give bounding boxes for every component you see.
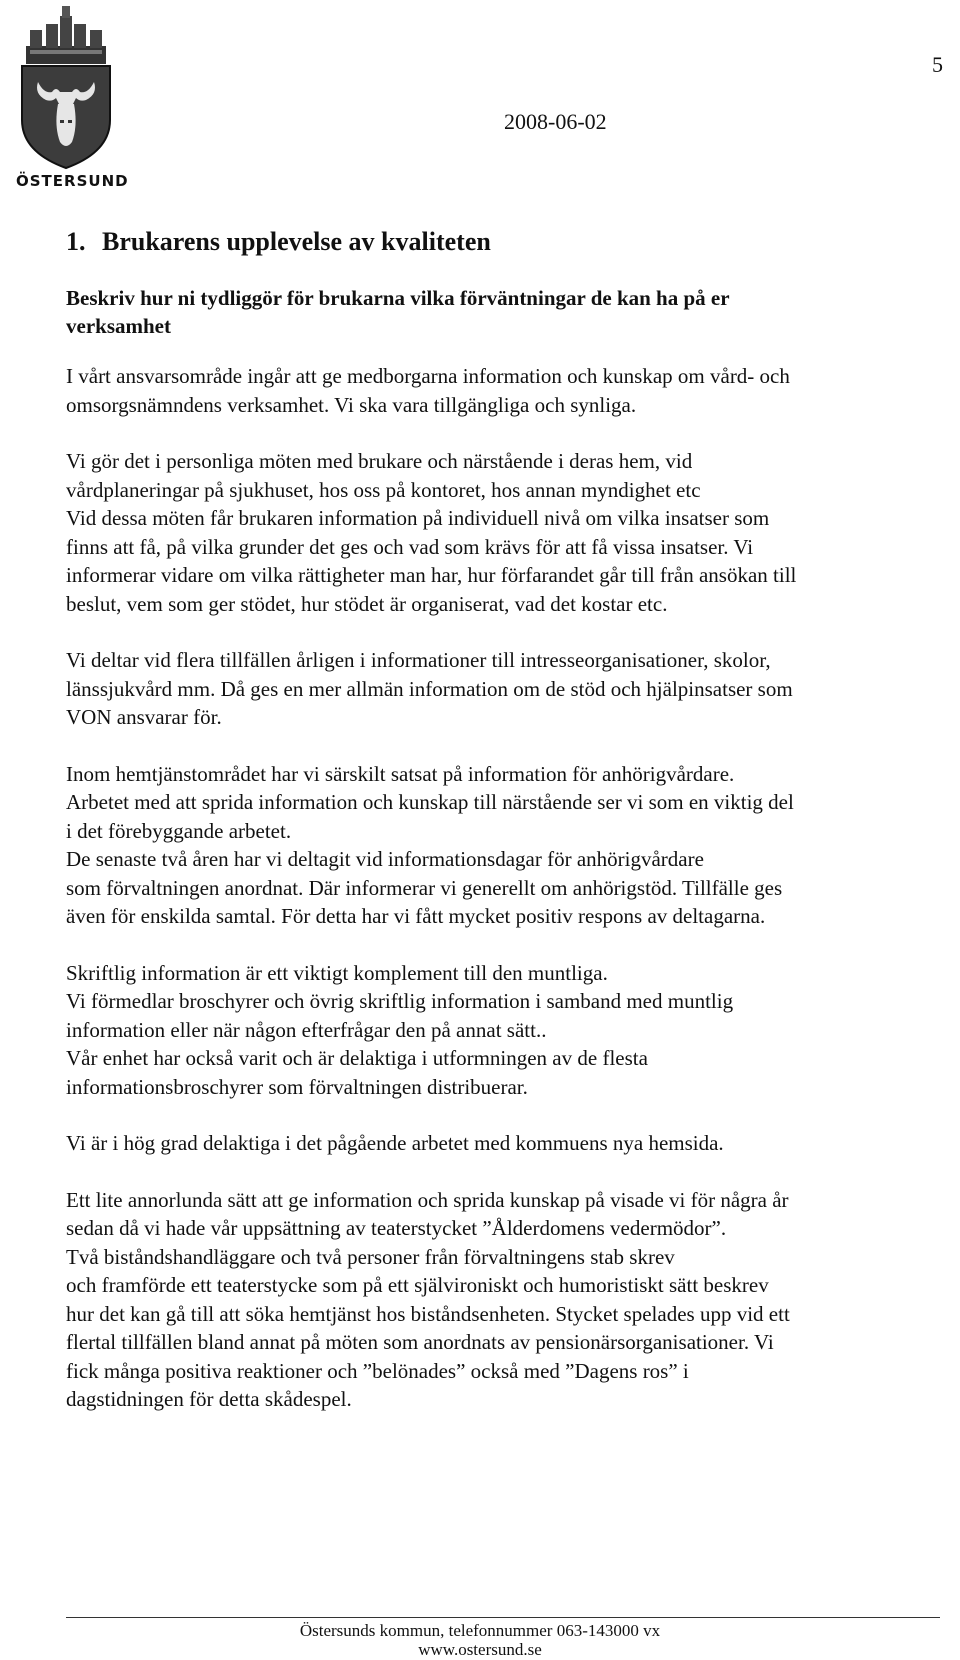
- text-line: Vår enhet har också varit och är delaktiga i utformningen av de flesta: [66, 1046, 648, 1070]
- text-line: Skriftlig information är ett viktigt komplement till den muntliga.: [66, 960, 608, 985]
- footer-contact: Östersunds kommun, telefonnummer 063-143000 vx: [299, 1621, 661, 1640]
- text-line: vårdplaneringar på sjukhuset, hos oss på kontoret, hos annan myndighet etc: [66, 477, 701, 502]
- section-heading: [66, 226, 936, 258]
- paragraph-7: [66, 1186, 936, 1414]
- footer-divider: [66, 1617, 940, 1618]
- logo-text: ÖSTERSUND: [16, 172, 129, 190]
- document-date: 2008-06-02: [504, 109, 607, 134]
- text-line: information eller när någon efterfrågar den på annat sätt..: [66, 1017, 547, 1042]
- text-line: I vårt ansvarsområde ingår att ge medborgarna information och kunskap om vård- och: [66, 364, 790, 388]
- text-line: fick många positiva reaktioner och ”belönades” också med ”Dagens ros” i: [66, 1358, 689, 1383]
- text-line: omsorgsnämndens verksamhet. Vi ska vara tillgängliga och synliga.: [66, 392, 637, 417]
- text-line: Vi deltar vid flera tillfällen årligen i informationer till intresseorganisationer, skolor,: [66, 648, 771, 672]
- paragraph-6: [66, 1129, 936, 1158]
- paragraph-5: [66, 959, 936, 1102]
- text-line: sedan då vi hade vår uppsättning av teaterstycket ”Ålderdomens vedermödor”.: [66, 1216, 727, 1240]
- sub-heading-line: verksamhet: [66, 314, 171, 338]
- text-line: informationsbroschyrer som förvaltningen distribuerar.: [66, 1074, 528, 1099]
- text-line: finns att få, på vilka grunder det ges och vad som krävs för att få vissa insatser. Vi: [66, 534, 754, 559]
- sub-heading: [66, 284, 936, 340]
- text-line: och framförde ett teaterstycke som på ett självironiskt och humoristiskt sätt beskrev: [66, 1273, 769, 1297]
- coat-of-arms-icon: [16, 2, 116, 172]
- paragraph-2: [66, 447, 936, 618]
- sub-heading-line: Beskriv hur ni tydliggör för brukarna vilka förväntningar de kan ha på er: [66, 286, 730, 310]
- text-line: även för enskilda samtal. För detta har vi fått mycket positiv respons av deltagarna.: [66, 904, 766, 928]
- text-line: beslut, vem som ger stödet, hur stödet är organiserat, vad det kostar etc.: [66, 591, 668, 616]
- paragraph-4: [66, 760, 936, 931]
- footer-website-link[interactable]: www.ostersund.se: [418, 1640, 542, 1659]
- text-line: Vi förmedlar broschyrer och övrig skriftlig information i samband med muntlig: [66, 989, 734, 1013]
- footer: [0, 1621, 960, 1659]
- text-line: hur det kan gå till att söka hemtjänst hos biståndsenheten. Stycket spelades upp vid ett: [66, 1301, 790, 1326]
- paragraph-1: [66, 362, 936, 419]
- text-line: som förvaltningen anordnat. Där informerar vi generellt om anhörigstöd. Tillfälle ges: [66, 875, 783, 900]
- section-number: 1.: [66, 227, 86, 256]
- text-line: Vi är i hög grad delaktiga i det pågående arbetet med kommuens nya hemsida.: [66, 1131, 724, 1155]
- text-line: dagstidningen för detta skådespel.: [66, 1387, 352, 1411]
- text-line: Arbetet med att sprida information och kunskap till närstående ser vi som en viktig del: [66, 790, 794, 814]
- page-number: 5: [932, 52, 943, 77]
- text-line: i det förebyggande arbetet.: [66, 818, 292, 843]
- document-body: [66, 226, 936, 1442]
- text-line: De senaste två åren har vi deltagit vid informationsdagar för anhörigvårdare: [66, 847, 704, 871]
- text-line: Ett lite annorlunda sätt att ge information och sprida kunskap på visade vi för några år: [66, 1187, 789, 1212]
- coat-of-arms-logo: [16, 2, 129, 190]
- text-line: flertal tillfällen bland annat på möten som anordnats av pensionärsorganisationer. Vi: [66, 1330, 774, 1354]
- text-line: informerar vidare om vilka rättigheter man har, hur förfarandet går till från ansökan till: [66, 563, 797, 587]
- text-line: Inom hemtjänstområdet har vi särskilt satsat på information för anhörigvårdare.: [66, 761, 735, 786]
- text-line: Vi gör det i personliga möten med brukare och närstående i deras hem, vid: [66, 449, 693, 473]
- text-line: länssjukvård mm. Då ges en mer allmän information om de stöd och hjälpinsatser som: [66, 676, 793, 701]
- paragraph-3: [66, 646, 936, 732]
- text-line: VON ansvarar för.: [66, 705, 222, 729]
- text-line: Vid dessa möten får brukaren information på individuell nivå om vilka insatser som: [66, 506, 770, 530]
- text-line: Två biståndshandläggare och två personer från förvaltningens stab skrev: [66, 1244, 675, 1269]
- section-title: Brukarens upplevelse av kvaliteten: [102, 227, 491, 256]
